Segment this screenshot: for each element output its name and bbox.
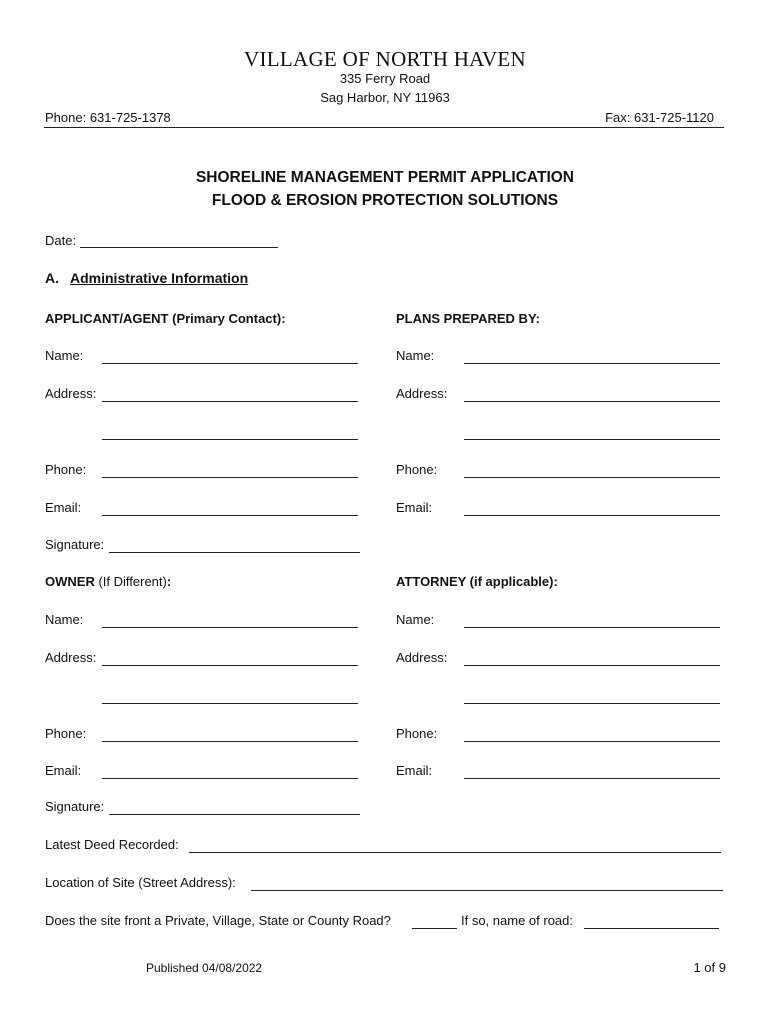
applicant-signature-field[interactable] xyxy=(109,552,360,553)
applicant-phone-label: Phone: xyxy=(45,462,87,477)
applicant-email-field[interactable] xyxy=(102,515,358,516)
attorney-email-field[interactable] xyxy=(464,778,720,779)
plans-email-label: Email: xyxy=(396,500,433,515)
owner-phone-label: Phone: xyxy=(45,726,87,741)
section-a-title: Administrative Information xyxy=(70,270,249,286)
form-title-line2: FLOOD & EROSION PROTECTION SOLUTIONS xyxy=(211,192,559,209)
plans-address-field[interactable] xyxy=(464,401,720,402)
location-field[interactable] xyxy=(251,890,723,891)
street-address: 335 Ferry Road xyxy=(339,71,431,86)
road-question: Does the site front a Private, Village, State or County Road? xyxy=(45,913,391,928)
road-name-label: If so, name of road: xyxy=(461,913,574,928)
form-title-line1: SHORELINE MANAGEMENT PERMIT APPLICATION xyxy=(195,169,575,186)
owner-heading-bold: OWNER xyxy=(45,574,95,589)
attorney-heading: ATTORNEY (if applicable): xyxy=(396,574,558,589)
city-state-zip: Sag Harbor, NY 11963 xyxy=(320,90,450,105)
plans-address-label: Address: xyxy=(396,386,448,401)
owner-heading-colon: : xyxy=(166,574,172,589)
applicant-phone-field[interactable] xyxy=(102,477,358,478)
applicant-email-label: Email: xyxy=(45,500,82,515)
page-number: 1 of 9 xyxy=(693,960,726,975)
date-label: Date: xyxy=(45,233,77,248)
village-fax: Fax: 631-725-1120 xyxy=(605,110,714,125)
attorney-email-label: Email: xyxy=(396,763,433,778)
owner-name-label: Name: xyxy=(45,612,84,627)
village-phone: Phone: 631-725-1378 xyxy=(45,110,171,125)
attorney-address-label: Address: xyxy=(396,650,448,665)
section-a-letter: A. xyxy=(45,270,59,286)
owner-email-field[interactable] xyxy=(102,778,358,779)
attorney-phone-label: Phone: xyxy=(396,726,438,741)
location-label: Location of Site (Street Address): xyxy=(45,875,236,890)
plans-name-field[interactable] xyxy=(464,363,720,364)
attorney-name-label: Name: xyxy=(396,612,435,627)
applicant-name-field[interactable] xyxy=(102,363,358,364)
plans-heading: PLANS PREPARED BY: xyxy=(396,311,540,326)
applicant-name-label: Name: xyxy=(45,348,84,363)
attorney-address-field-2[interactable] xyxy=(464,703,720,704)
plans-address-field-2[interactable] xyxy=(464,439,720,440)
owner-name-field[interactable] xyxy=(102,627,358,628)
owner-heading-rest: (If Different) xyxy=(94,574,167,589)
plans-email-field[interactable] xyxy=(464,515,720,516)
attorney-address-field[interactable] xyxy=(464,665,720,666)
applicant-heading: APPLICANT/AGENT (Primary Contact): xyxy=(45,311,286,326)
owner-address-field-2[interactable] xyxy=(102,703,358,704)
deed-label: Latest Deed Recorded: xyxy=(45,837,179,852)
plans-name-label: Name: xyxy=(396,348,435,363)
plans-phone-field[interactable] xyxy=(464,477,720,478)
owner-address-field[interactable] xyxy=(102,665,358,666)
date-field[interactable] xyxy=(80,247,278,248)
attorney-name-field[interactable] xyxy=(464,627,720,628)
owner-email-label: Email: xyxy=(45,763,82,778)
applicant-address-label: Address: xyxy=(45,386,97,401)
deed-field[interactable] xyxy=(189,852,721,853)
road-type-field[interactable] xyxy=(412,928,457,929)
published-date: Published 04/08/2022 xyxy=(146,961,263,975)
owner-phone-field[interactable] xyxy=(102,741,358,742)
owner-address-label: Address: xyxy=(45,650,97,665)
village-name: VILLAGE OF NORTH HAVEN xyxy=(243,47,527,71)
header-divider xyxy=(44,127,724,128)
owner-signature-label: Signature: xyxy=(45,799,105,814)
applicant-signature-label: Signature: xyxy=(45,537,105,552)
applicant-address-field[interactable] xyxy=(102,401,358,402)
applicant-address-field-2[interactable] xyxy=(102,439,358,440)
owner-signature-field[interactable] xyxy=(109,814,360,815)
road-name-field[interactable] xyxy=(584,928,719,929)
plans-phone-label: Phone: xyxy=(396,462,438,477)
owner-heading xyxy=(45,574,171,589)
attorney-phone-field[interactable] xyxy=(464,741,720,742)
